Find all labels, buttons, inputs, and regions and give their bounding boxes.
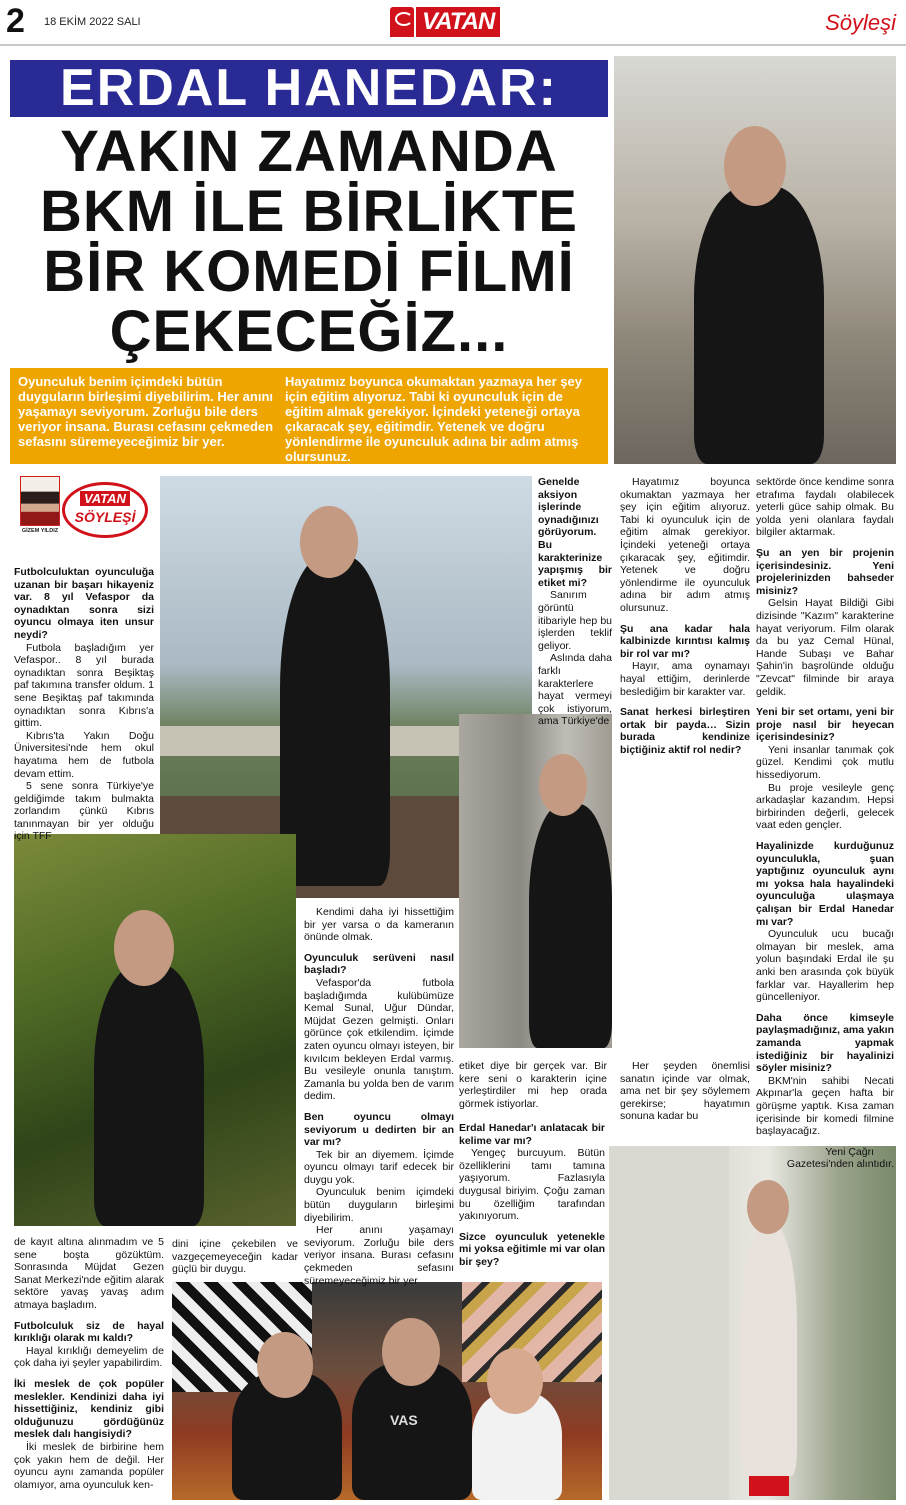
tshirt-print: VAS <box>390 1412 418 1428</box>
question: Genelde aksiyon işlerinde oynadığınızı görüyorum. Bu karakterinize yapışmış bir etiket mi? <box>538 476 612 589</box>
photo-caravan <box>609 1146 896 1500</box>
highlight-right: Hayatımız boyunca okumaktan yazmaya her şey için eğitim alıyoruz. Tabi ki oyunculuk için de eğitim almak gerekiyor. İçindeki yeteneği ortaya çıkaracak şey, eğitimdir. Yetenek ve doğru yönlendirme ile oyunculuk adına bir adım atmış olursunuz. <box>285 374 582 464</box>
credit-line-1: Yeni Çağrı <box>825 1145 874 1158</box>
column-4-top <box>620 476 750 756</box>
answer: 5 sene sonra Türkiye'ye geldiğimde takım bulmakta zorlandım çünkü Kıbrıs tanınmayan bir yer olduğu için TFF <box>14 780 154 843</box>
header-divider <box>0 44 906 46</box>
logo-badge-icon <box>390 7 414 37</box>
photo-wall <box>459 714 612 1048</box>
person-head <box>257 1332 313 1398</box>
answer: de kayıt altına alınmadım ve 5 sene boşta gözüktüm. Sonrasında Müjdat Gezen Sanat Merkezi'nde eğitim alarak sektöre yavaş yavaş adım atmaya başladım. <box>14 1236 164 1311</box>
person-figure <box>529 804 612 1048</box>
headline <box>10 119 608 364</box>
person-head <box>382 1318 440 1386</box>
person-head <box>487 1348 543 1414</box>
question: Erdal Hanedar'ı anlatacak bir kelime var mı? <box>459 1122 605 1147</box>
person-head <box>539 754 587 816</box>
answer: dini içine çekebilen ve vazgeçemeyeceğin kadar güçlü bir duygu. <box>172 1238 298 1276</box>
question: Hayalinizde kurduğunuz oyunculukla, şuan yaptığınız oyunculuk aynı mı yoksa hala hayalindeki oyunculuğa ulaşmaya çalışan bir Erdal Hanedar mı var? <box>756 840 894 928</box>
author-name: GİZEM YILDIZ <box>21 528 59 534</box>
caravan-body <box>609 1146 729 1500</box>
highlight-left: Oyunculuk benim içimdeki bütün duyguların birleşimi diyebilirim. Her anını yaşamayı seviyorum. Zorluğu bile ders veriyor insana. Burası cefasını çekmeden sefasını süremeyeceğimiz bir yer. <box>18 374 274 449</box>
answer: Futbola başladığım yer Vefaspor.. 8 yıl burada oynadıktan sonra Beşiktaş paf takımına transfer oldum. 1 sene Beşiktaş paf takımında oynadıktan sonra Kıbrıs'a gittim. <box>14 641 154 730</box>
answer: Bu proje vesileyle genç arkadaşlar kazandım. Hepsi birbirinden değerli, gelecek vaat eden gençler. <box>756 781 894 832</box>
answer: Kıbrıs'ta Yakın Doğu Üniversitesi'nde hem okul hayatıma hem de futbola devam ettim. <box>14 729 154 780</box>
answer: etiket diye bir gerçek var. Bir kere seni o karakterin içine yerleştirdiler mi hep orada görmek istiyorlar. <box>459 1060 607 1110</box>
answer: Yengeç burcuyum. Bütün özelliklerini tamı tamına yaşıyorum. Fazlasıyla duygusal biriyim. Çoğu zaman bu özelliğim tarafından yakınıyorum. <box>459 1147 605 1223</box>
answer: Tek bir an diyemem. İçimde oyuncu olmayı tarif edecek bir duygu yok. <box>304 1148 454 1186</box>
soylesi-oval <box>62 482 148 538</box>
column-4-bottom <box>620 1060 750 1123</box>
person-figure <box>94 964 204 1226</box>
credit-line-2: Gazetesi'nden alıntıdır. <box>786 1158 894 1171</box>
column-5 <box>756 476 894 1171</box>
column-3-bottom <box>459 1060 607 1110</box>
answer: Aslında daha farklı karakterlere hayat vermeyi çok istiyorum, ama Türkiye'de <box>538 652 612 728</box>
headline-line: BİR KOMEDİ FİLMİ <box>43 239 575 304</box>
question: İki meslek de çok popüler meslekler. Kendinizi daha iyi hissettiğiniz, kendiniz gibi olduğunuzu gördüğünüz meslek dalı hangisiydi? <box>14 1377 164 1441</box>
name-banner: ERDAL HANEDAR: <box>10 60 608 117</box>
column-3-top <box>538 476 612 728</box>
question: Sizce oyunculuk yetenekle mi yoksa eğitimle mi var olan bir şey? <box>459 1230 605 1268</box>
author-badge <box>12 476 152 546</box>
answer: sektörde önce kendime sonra etrafıma faydalı olabilecek yeterli güce sahip olmak. Bu yolda yeni olanlara faydalı bilgiler aktarmak. <box>756 476 894 539</box>
answer: İki meslek de birbirine hem çok yakın hem de değil. Her oyuncu aynı zamanda popüler olamıyor, ama oyunculuk ken- <box>14 1440 164 1491</box>
headline-line: YAKIN ZAMANDA <box>60 119 558 184</box>
answer: BKM'nin sahibi Necati Akpınar'la geçen hafta bir görüşme yaptık. Kısa zaman içerisinde bir komedi filmine başlayacağız. <box>756 1074 894 1138</box>
person-head <box>724 126 786 206</box>
question: Yeni bir set ortamı, yeni bir proje nasıl bir heyecan içerisindesiniz? <box>756 706 894 744</box>
step-mat <box>749 1476 789 1496</box>
column-1-top <box>14 566 154 843</box>
answer: Hayal kırıklığı demeyelim de çok daha iyi şeyler yapabilirdim. <box>14 1344 164 1370</box>
question: Futbolculuk siz de hayal kırıklığı olarak mı kaldı? <box>14 1319 164 1345</box>
headline-line: BKM İLE BİRLİKTE <box>40 179 578 244</box>
issue-date: 18 EKİM 2022 SALI <box>44 16 141 28</box>
badge-logo: VATAN <box>80 491 130 506</box>
person-head <box>747 1180 789 1234</box>
answer: Oyunculuk ucu bucağı olmayan bir meslek, ama yolun başındaki Erdal ile şu anki ben arasında çok büyük farklar var. Hayallerim hep güncelleniyor. <box>756 928 894 1004</box>
answer: Her şeyden önemlisi sanatın içinde var olmak, ama net bir şey söylemem gerekirse; hayatımın sonuna kadar bu <box>620 1060 750 1123</box>
column-3-middle <box>459 1122 605 1269</box>
column-2-middle <box>304 906 454 1287</box>
answer: Her anını yaşamayı seviyorum. Zorluğu bile ders veriyor insana. Burası cefasını çekmeden sefasını süremeyeceğimiz bir yer <box>304 1224 454 1287</box>
page-number: 2 <box>6 2 25 40</box>
question: Sanat herkesi birleştiren ortak bir payda… Sizin burada kendinize biçtiğiniz aktif rol nedir? <box>620 706 750 756</box>
headline-line: ÇEKECEĞİZ... <box>109 299 509 364</box>
answer: Sanırım görüntü itibariyle hep bu işlerden teklif geliyor. <box>538 589 612 652</box>
column-2-bottom <box>172 1238 298 1276</box>
answer: Hayatımız boyunca okumaktan yazmaya her şey için eğitim alıyoruz. Tabi ki oyunculuk için de eğitim almak gerekiyor. İçindeki yeteneği ortaya çıkaracak şey, eğitimdir. Yetenek ve doğru yönlendirme ile oyunculuk adına bir adım atmış olursunuz. <box>620 476 750 614</box>
person-head <box>114 910 174 986</box>
person-figure <box>694 186 824 464</box>
author-avatar <box>20 476 60 526</box>
highlight-box <box>10 368 608 464</box>
question: Ben oyuncu olmayı seviyorum u dedirten bir an var mı? <box>304 1110 454 1149</box>
question: Oyunculuk serüveni nasıl başladı? <box>304 951 454 977</box>
answer: Kendimi daha iyi hissettiğim bir yer varsa o da kameranın önünde olmak. <box>304 906 454 944</box>
column-1-bottom <box>14 1236 164 1491</box>
question: Daha önce kimseyle paylaşmadığınız, ama yakın zamanda yapmak istediğiniz bir hayalinizi söyler misiniz? <box>756 1011 894 1075</box>
answer: Vefaspor'da futbola başladığımda kulübümüze Kemal Sunal, Uğur Dündar, Müjdat Gezen gelmişti. Onları görünce çok etkilendim. İçimde zaten oyuncu olmayı isteyen, bir kıvılcım bekleyen Erdal varmış. Bu vesileyle onunla tanıştım. Zamanla bu yolda ben de varım dedim. <box>304 976 454 1103</box>
answer: Yeni insanlar tanımak çok güzel. Kendimi çok mutlu hissediyorum. <box>756 743 894 782</box>
person-figure <box>280 556 390 886</box>
person-head <box>300 506 358 578</box>
photo-cafe-group <box>172 1282 602 1500</box>
logo-word: VATAN <box>416 7 500 37</box>
vatan-logo <box>390 6 520 38</box>
answer: Hayır, ama oynamayı hayal ettiğim, derinlerde beslediğim bir karakter var. <box>620 660 750 698</box>
person-figure <box>741 1226 797 1476</box>
badge-label: SÖYLEŞİ <box>74 509 136 525</box>
answer: Gelsin Hayat Bildiği Gibi dizisinde "Kazım" karakterine hayat veriyorum. Film olarak da bu yaz Cemal Hünal, Hande Subaşı ve Bahar Şahin'in başrolünde olduğu "Zevcat" filminde bir araya geldik. <box>756 597 894 698</box>
question: Futbolculuktan oyunculuğa uzanan bir başarı hikayeniz var. 8 yıl Vefaspor da oynadıktan sonra sizi oyuncu olmaya iten unsur neydi? <box>14 566 154 641</box>
answer: Oyunculuk benim içimdeki bütün duyguların birleşimi diyebilirim. <box>304 1186 454 1224</box>
section-label: Söyleşi <box>825 10 896 35</box>
photo-portrait-top <box>614 56 896 464</box>
question: Şu an yen bir projenin içerisindesiniz. Yeni projelerinizden bahseder misiniz? <box>756 546 894 597</box>
question: Şu ana kadar hala kalbinizde kırıntısı kalmış bir rol var mı? <box>620 622 750 660</box>
photo-forest <box>14 834 296 1226</box>
